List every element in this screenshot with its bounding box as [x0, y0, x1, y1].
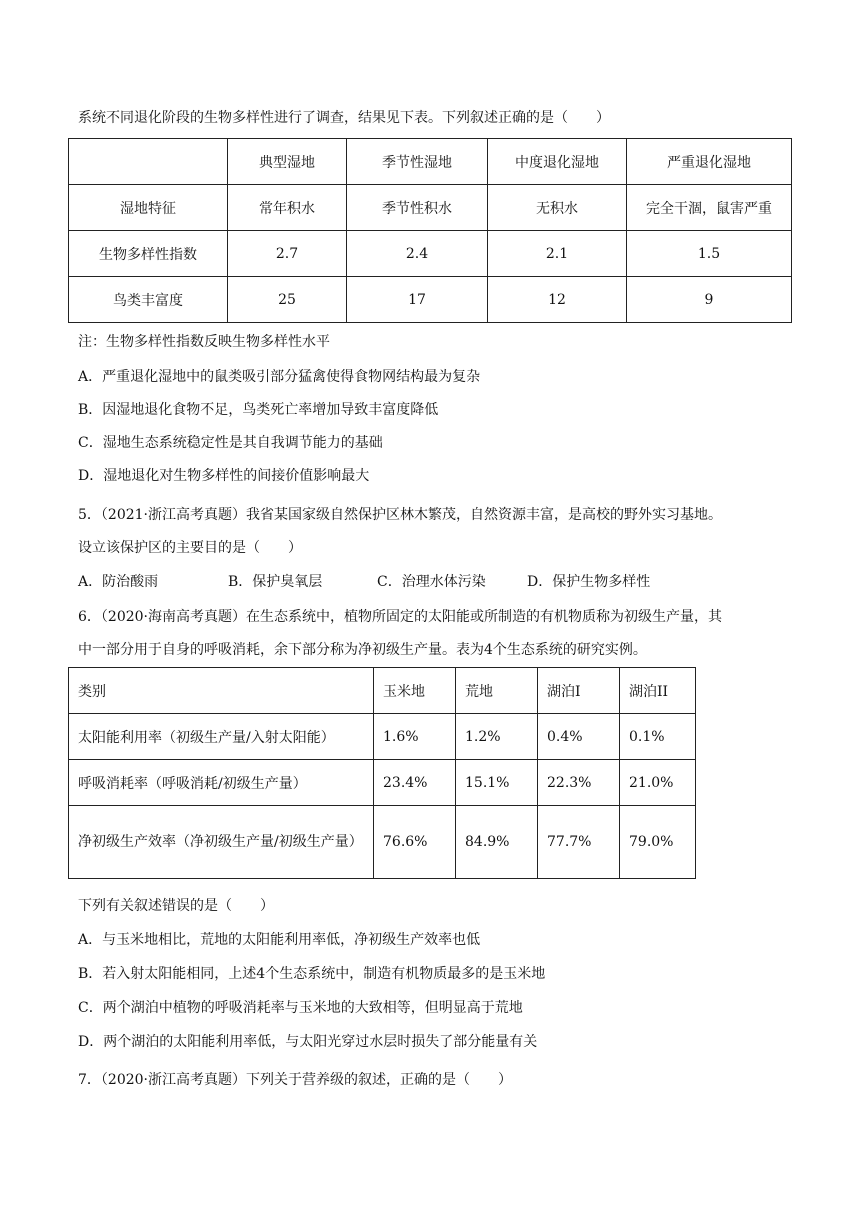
table-cell: 鸟类丰富度 — [69, 277, 228, 323]
table-cell: 9 — [627, 277, 792, 323]
option-a: A．严重退化湿地中的鼠类吸引部分猛禽使得食物网结构最为复杂 — [78, 369, 481, 385]
table-cell: 76.6% — [374, 806, 456, 879]
table-cell: 25 — [228, 277, 347, 323]
table-cell: 呼吸消耗率（呼吸消耗/初级生产量） — [69, 760, 374, 806]
question-5-line-2: 设立该保护区的主要目的是（ ） — [78, 540, 302, 556]
table-row — [69, 806, 696, 879]
table-cell: 17 — [347, 277, 488, 323]
table-cell: 严重退化湿地 — [627, 139, 792, 185]
question-5-option-a: A．防治酸雨 — [78, 574, 159, 590]
question-7-line-1: 7．（2020·浙江高考真题）下列关于营养级的叙述，正确的是（ ） — [78, 1072, 512, 1088]
table-cell: 无积水 — [488, 185, 627, 231]
question-6-line-1: 6．（2020·海南高考真题）在生态系统中，植物所固定的太阳能或所制造的有机物质称为初级生产量，其 — [78, 609, 722, 625]
table-cell: 1.2% — [456, 714, 538, 760]
table-cell: 0.4% — [538, 714, 620, 760]
table-cell: 生物多样性指数 — [69, 231, 228, 277]
table-cell: 84.9% — [456, 806, 538, 879]
table-cell: 完全干涸，鼠害严重 — [627, 185, 792, 231]
option-c: C．湿地生态系统稳定性是其自我调节能力的基础 — [78, 435, 383, 451]
table-cell: 净初级生产效率（净初级生产量/初级生产量） — [69, 806, 374, 879]
table-cell: 15.1% — [456, 760, 538, 806]
table-row — [69, 277, 792, 323]
table-cell: 1.5 — [627, 231, 792, 277]
table-cell: 23.4% — [374, 760, 456, 806]
table-cell: 湖泊I — [538, 668, 620, 714]
table-cell: 12 — [488, 277, 627, 323]
table-row — [69, 231, 792, 277]
question-4-stem: 系统不同退化阶段的生物多样性进行了调查，结果见下表。下列叙述正确的是（ ） — [78, 110, 610, 126]
table-cell: 0.1% — [620, 714, 696, 760]
table-note: 注：生物多样性指数反映生物多样性水平 — [78, 334, 330, 350]
table-cell: 21.0% — [620, 760, 696, 806]
question-6-line-2: 中一部分用于自身的呼吸消耗，余下部分称为净初级生产量。表为4个生态系统的研究实例。 — [78, 642, 647, 658]
question-6-option-c: C．两个湖泊中植物的呼吸消耗率与玉米地的大致相等，但明显高于荒地 — [78, 1000, 523, 1016]
table-cell: 2.7 — [228, 231, 347, 277]
ecosystem-table — [68, 667, 696, 879]
table-cell: 中度退化湿地 — [488, 139, 627, 185]
question-6-option-d: D．两个湖泊的太阳能利用率低，与太阳光穿过水层时损失了部分能量有关 — [78, 1034, 538, 1050]
table-cell: 常年积水 — [228, 185, 347, 231]
table-cell: 1.6% — [374, 714, 456, 760]
table-cell: 湿地特征 — [69, 185, 228, 231]
table-cell: 77.7% — [538, 806, 620, 879]
table-cell: 湖泊II — [620, 668, 696, 714]
table-row — [69, 714, 696, 760]
table-header-row — [69, 139, 792, 185]
table-row — [69, 185, 792, 231]
table-cell: 类别 — [69, 668, 374, 714]
option-d: D．湿地退化对生物多样性的间接价值影响最大 — [78, 468, 370, 484]
table-cell — [69, 139, 228, 185]
table-cell: 季节性湿地 — [347, 139, 488, 185]
question-5-line-1: 5．（2021·浙江高考真题）我省某国家级自然保护区林木繁茂，自然资源丰富，是高校的野外实习基地。 — [78, 507, 722, 523]
question-6-option-a: A．与玉米地相比，荒地的太阳能利用率低，净初级生产效率也低 — [78, 932, 481, 948]
question-6-stem: 下列有关叙述错误的是（ ） — [78, 898, 274, 914]
question-5-option-b: B．保护臭氧层 — [228, 574, 323, 590]
question-5-option-c: C．治理水体污染 — [377, 574, 486, 590]
table-header-row — [69, 668, 696, 714]
table-cell: 22.3% — [538, 760, 620, 806]
option-b: B．因湿地退化食物不足，鸟类死亡率增加导致丰富度降低 — [78, 402, 439, 418]
table-cell: 典型湿地 — [228, 139, 347, 185]
table-cell: 玉米地 — [374, 668, 456, 714]
question-6-option-b: B．若入射太阳能相同，上述4个生态系统中，制造有机物质最多的是玉米地 — [78, 966, 546, 982]
table-cell: 2.4 — [347, 231, 488, 277]
table-cell: 荒地 — [456, 668, 538, 714]
table-row — [69, 760, 696, 806]
table-cell: 79.0% — [620, 806, 696, 879]
table-cell: 2.1 — [488, 231, 627, 277]
question-5-option-d: D．保护生物多样性 — [527, 574, 651, 590]
table-cell: 太阳能利用率（初级生产量/入射太阳能） — [69, 714, 374, 760]
table-cell: 季节性积水 — [347, 185, 488, 231]
wetland-table — [68, 138, 792, 323]
